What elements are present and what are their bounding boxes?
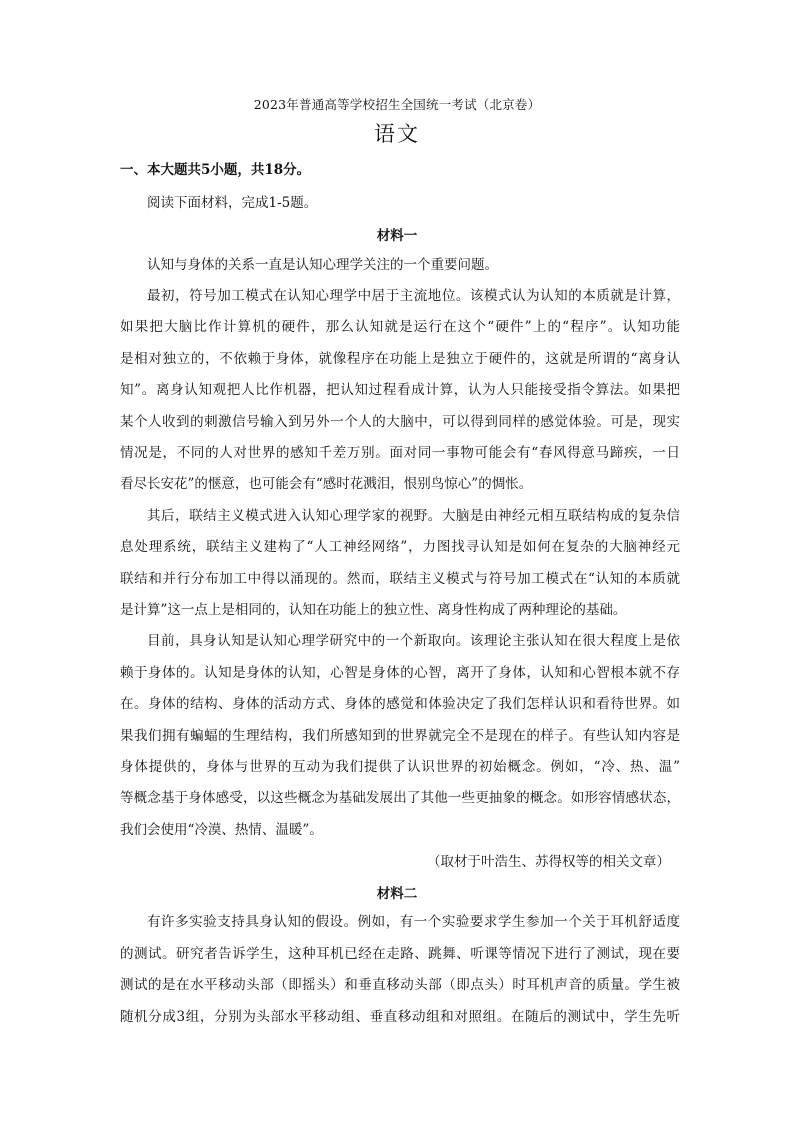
material-one-line: 是相对独立的，不依赖于身体，就像程序在功能上是独立于硬件的，这就是所谓的“离身认 — [120, 351, 680, 367]
material-one-line: 身体提供的，身体与世界的互动为我们提供了认识世界的初始概念。例如，“冷、热、温” — [120, 759, 680, 775]
material-one-line: 是计算”这一点上是相同的，认知在功能上的独立性、离身性构成了两种理论的基础。 — [120, 602, 627, 618]
material-one-line: 我们会使用“冷漠、热情、温暖”。 — [120, 822, 323, 838]
material-one-line: 目前，具身认知是认知心理学研究中的一个新取向。该理论主张认知在很大程度上是依 — [147, 633, 680, 649]
material-one-line: 某个人收到的刺激信号输入到另外一个人的大脑中，可以得到同样的感觉体验。可是，现实 — [120, 414, 680, 430]
material-one-line: 果我们拥有蝙蝠的生理结构，我们所感知到的世界就完全不是现在的样子。有些认知内容是 — [120, 728, 680, 744]
material-one-line: 联结和并行分布加工中得以涌现的。然而，联结主义模式与符号加工模式在“认知的本质就 — [120, 571, 680, 587]
material-one-source: （取材于叶浩生、苏得权等的相关文章） — [427, 854, 670, 870]
material-one-line: 赖于身体的。认知是身体的认知，心智是身体的心智，离开了身体，认知和心智根本就不存 — [120, 665, 680, 681]
material-two-line: 有许多实验支持具身认知的假设。例如，有一个实验要求学生参加一个关于耳机舒适度 — [147, 914, 680, 930]
section-heading: 一、本大题共5小题，共18分。 — [120, 162, 311, 178]
material-two-heading: 材料二 — [376, 886, 418, 902]
material-one-line: 情况是，不同的人对世界的感知千差万别。面对同一事物可能会有“春风得意马蹄疾，一日 — [120, 445, 680, 461]
material-two-line: 随机分成3组，分别为头部水平移动组、垂直移动组和对照组。在随后的测试中，学生先听 — [120, 1009, 680, 1025]
material-two-line: 的测试。研究者告诉学生，这种耳机已经在走路、跳舞、听课等情况下进行了测试，现在要 — [120, 946, 680, 962]
subject-title: 语文 — [374, 122, 420, 146]
material-one-line: 最初，符号加工模式在认知心理学中居于主流地位。该模式认为认知的本质就是计算， — [147, 288, 680, 304]
material-one-line: 其后，联结主义模式进入认知心理学家的视野。大脑是由神经元相互联结构成的复杂信 — [147, 508, 680, 524]
material-one-line: 息处理系统，联结主义建构了“人工神经网络”，力图找寻认知是如何在复杂的大脑神经元 — [120, 539, 680, 555]
material-one-line: 知”。离身认知观把人比作机器，把认知过程看成计算，认为人只能接受指令算法。如果把 — [120, 382, 680, 398]
material-one-heading: 材料一 — [376, 228, 418, 244]
material-one-line: 等概念基于身体感受，以这些概念为基础发展出了其他一些更抽象的概念。如形容情感状态， — [120, 790, 680, 806]
material-one-line: 看尽长安花”的惬意，也可能会有“感时花溅泪，恨别鸟惊心”的惆怅。 — [120, 476, 533, 492]
material-one-line: 如果把大脑比作计算机的硬件，那么认知就是运行在这个“硬件”上的“程序”。认知功能 — [120, 319, 680, 335]
material-one-line: 认知与身体的关系一直是认知心理学关注的一个重要问题。 — [147, 257, 498, 273]
reading-instruction: 阅读下面材料，完成1-5题。 — [147, 195, 318, 211]
material-two-line: 测试的是在水平移动头部（即摇头）和垂直移动头部（即点头）时耳机声音的质量。学生被 — [120, 977, 680, 993]
material-one-line: 在。身体的结构、身体的活动方式、身体的感觉和体验决定了我们怎样认识和看待世界。如 — [120, 696, 680, 712]
exam-title: 2023年普通高等学校招生全国统一考试（北京卷） — [253, 97, 541, 112]
